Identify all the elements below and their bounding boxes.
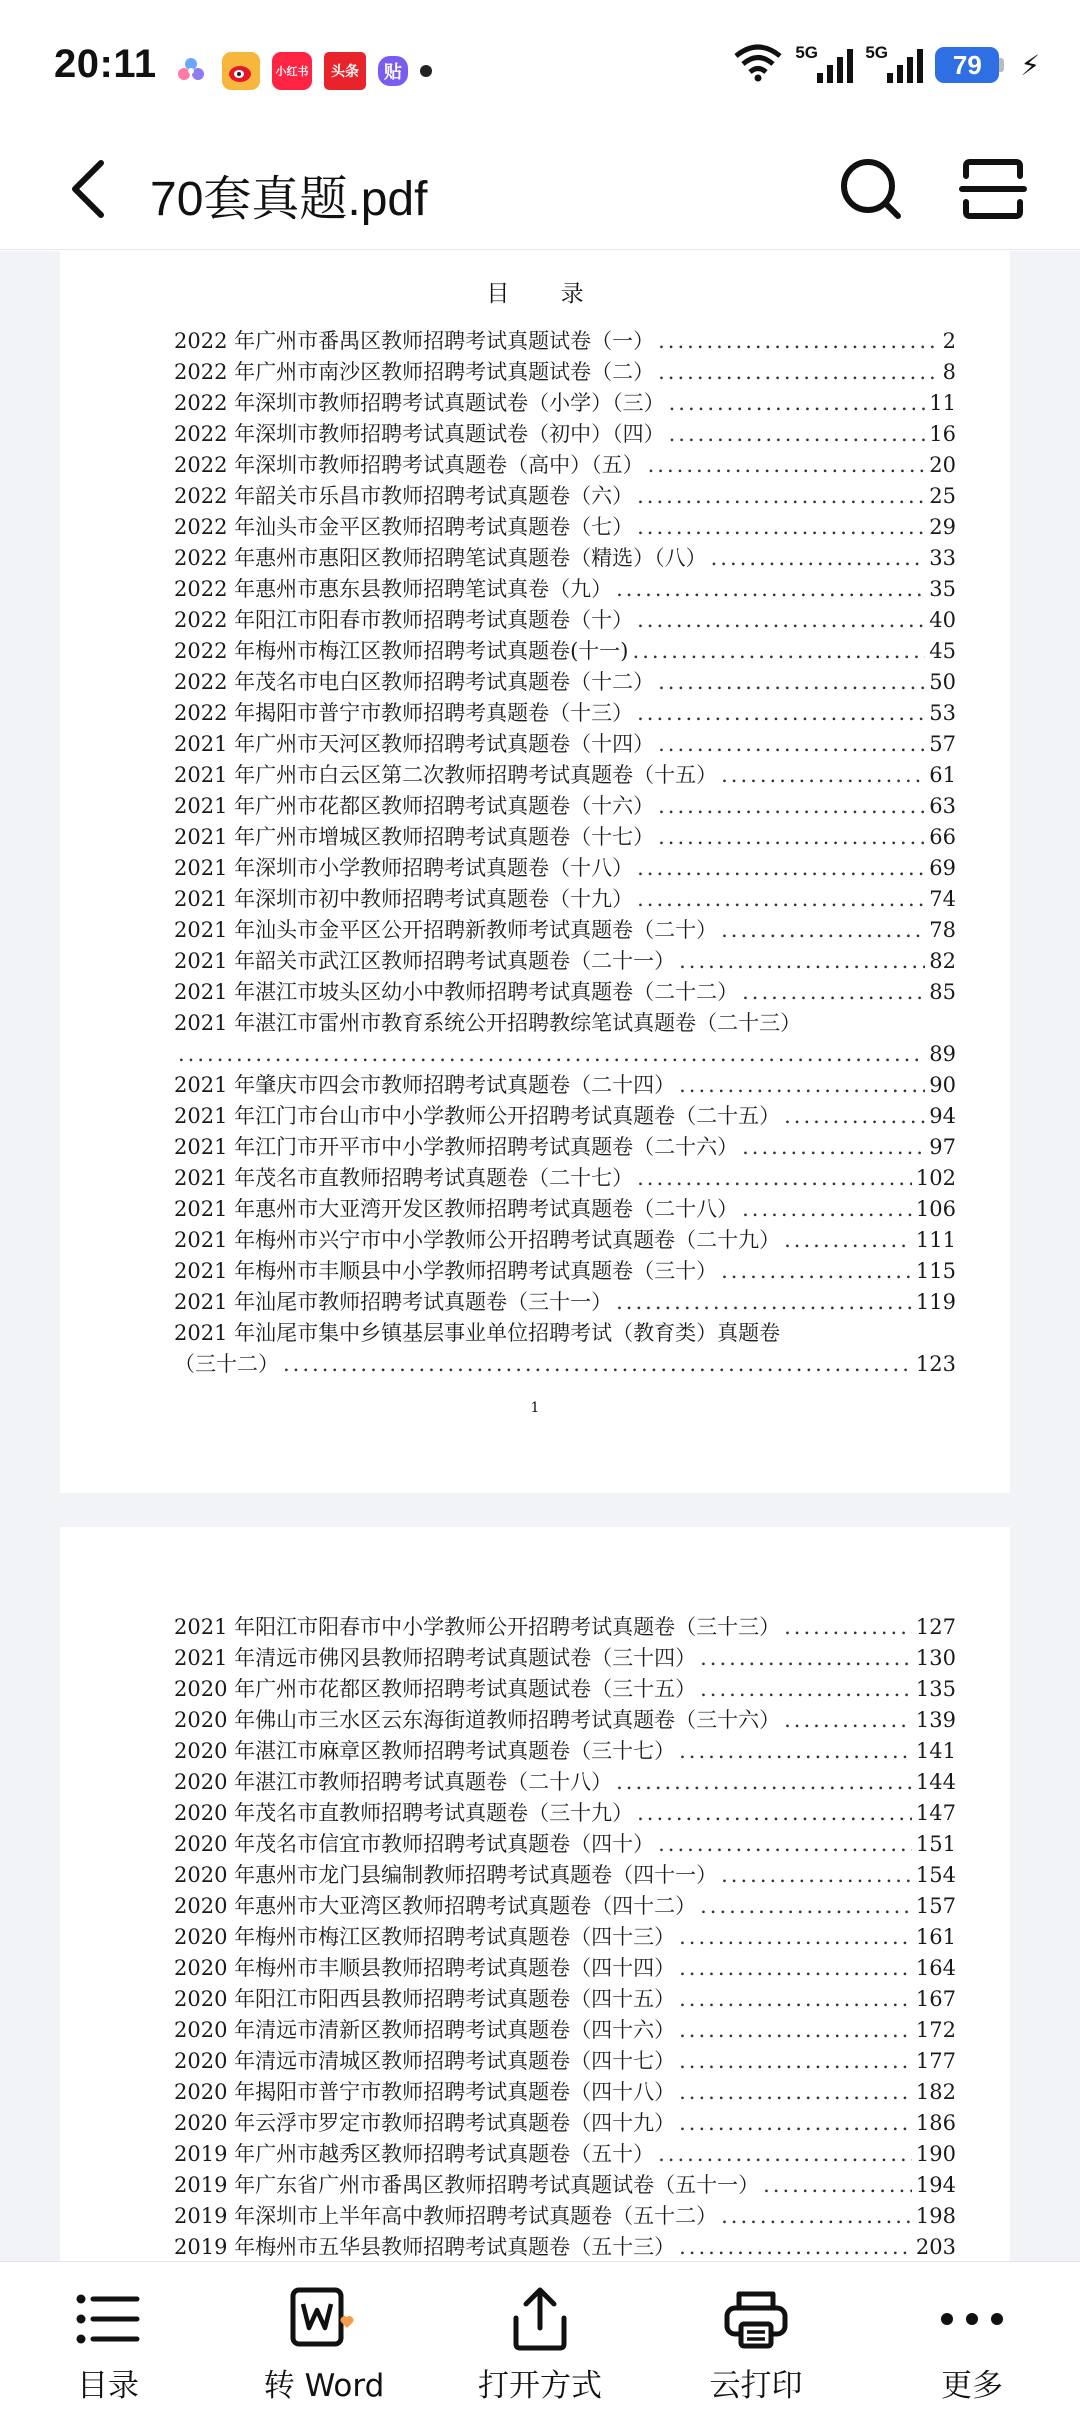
toc-dot-leader	[658, 669, 925, 695]
printer-icon	[721, 2284, 791, 2354]
toc-entry-title: 2021 年湛江市雷州市教育系统公开招聘教综笔试真题卷（二十三）	[174, 1011, 802, 1035]
toc-entry-page: 82	[929, 949, 956, 973]
toc-entry-title: 2022 年韶关市乐昌市教师招聘考试真题卷（六）	[174, 484, 634, 508]
toc-dot-leader	[658, 793, 925, 819]
toc-entry-page: 194	[915, 2173, 956, 2197]
toc-entry[interactable]	[174, 509, 956, 540]
toc-entry-page: 135	[915, 1677, 956, 1701]
toc-entry-title: 2019 年广东省广州市番禺区教师招聘考试真题试卷（五十一）	[174, 2173, 760, 2197]
toc-dot-leader	[658, 824, 925, 850]
toc-entry-title: 2020 年茂名市信宜市教师招聘考试真题卷（四十）	[174, 1832, 655, 1856]
cloud-print-button[interactable]	[656, 2262, 856, 2412]
toc-entry-title: 2022 年广州市南沙区教师招聘考试真题试卷（二）	[174, 360, 655, 384]
toc-entry-page: 89	[929, 1042, 956, 1066]
convert-word-icon	[289, 2284, 359, 2354]
toc-entry-title: 2022 年揭阳市普宁市教师招聘考真题卷（十三）	[174, 701, 634, 725]
toc-list-page-2	[174, 1609, 956, 2260]
toc-entry-title: 2021 年汕尾市教师招聘考试真题卷（三十一）	[174, 1290, 613, 1314]
toc-dot-leader	[616, 576, 925, 602]
toc-entry-page: 20	[929, 453, 956, 477]
cell-signal-2-icon	[865, 43, 923, 83]
more-label: 更多	[941, 2368, 1003, 2404]
toc-entry-page: 182	[915, 2080, 956, 2104]
toc-entry-page: 102	[915, 1166, 956, 1190]
toc-entry[interactable]	[174, 1036, 956, 1067]
toc-entry-title: 2021 年汕头市金平区公开招聘新教师考试真题卷（二十）	[174, 918, 718, 942]
toc-entry-page: 151	[915, 1832, 956, 1856]
toc-entry-page: 139	[915, 1708, 956, 1732]
toc-entry-title: 2020 年佛山市三水区云东海街道教师招聘考试真题卷（三十六）	[174, 1708, 781, 1732]
toc-dot-leader	[679, 1072, 925, 1098]
toc-entry[interactable]	[174, 726, 956, 757]
toc-entry-page: 115	[915, 1259, 956, 1283]
toc-dot-leader	[637, 886, 925, 912]
toc-dot-leader	[721, 762, 925, 788]
toc-dot-leader	[784, 1103, 925, 1129]
toc-dot-leader	[637, 514, 925, 540]
toc-dot-leader	[633, 638, 926, 664]
toc-dot-leader	[784, 1707, 912, 1733]
toc-dot-leader	[178, 1041, 925, 1067]
toc-entry-page: 74	[929, 887, 956, 911]
toc-entry[interactable]	[174, 416, 956, 447]
toc-entry-title: 2021 年深圳市初中教师招聘考试真题卷（十九）	[174, 887, 634, 911]
toc-entry[interactable]	[174, 1857, 956, 1888]
toc-entry[interactable]	[174, 1919, 956, 1950]
toc-entry[interactable]	[174, 757, 956, 788]
toc-entry-title: 2022 年深圳市教师招聘考试真题试卷（小学）（三）	[174, 391, 665, 415]
pdf-page-2	[60, 1527, 1010, 2261]
toc-dot-leader	[721, 1862, 912, 1888]
toc-entry-title: 2019 年深圳市上半年高中教师招聘考试真题卷（五十二）	[174, 2204, 718, 2228]
system-icons	[733, 44, 1040, 86]
toc-entry[interactable]	[174, 2167, 956, 2198]
toc-dot-leader	[637, 483, 925, 509]
toc-entry-page: 45	[929, 639, 956, 663]
toc-entry-page: 167	[915, 1987, 956, 2011]
toc-dot-leader	[669, 390, 926, 416]
toc-entry-page: 33	[929, 546, 956, 570]
toc-dot-leader	[637, 1165, 912, 1191]
toc-entry[interactable]	[174, 1160, 956, 1191]
toc-entry-page: 127	[915, 1615, 956, 1639]
toc-entry-title: 2021 年江门市开平市中小学教师招聘考试真题卷（二十六）	[174, 1135, 739, 1159]
toc-entry-title: 2020 年清远市清城区教师招聘考试真题卷（四十七）	[174, 2049, 676, 2073]
toc-dot-leader	[637, 1800, 912, 1826]
toc-dot-leader	[616, 1769, 912, 1795]
weibo-icon	[222, 52, 260, 90]
toc-entry-page: 119	[915, 1290, 956, 1314]
toc-entry-title: 2019 年广州市越秀区教师招聘考试真题卷（五十）	[174, 2142, 655, 2166]
toc-entry[interactable]	[174, 1129, 956, 1160]
toc-entry[interactable]	[174, 1733, 956, 1764]
toc-entry-title: 2021 年江门市台山市中小学教师公开招聘考试真题卷（二十五）	[174, 1104, 781, 1128]
toc-dot-leader	[679, 2048, 912, 2074]
open-with-label: 打开方式	[478, 2368, 602, 2404]
toc-entry-page: 11	[929, 391, 956, 415]
toc-entry-title: 2022 年汕头市金平区教师招聘考试真题卷（七）	[174, 515, 634, 539]
toc-entry-title: 2021 年湛江市坡头区幼小中教师招聘考试真题卷（二十二）	[174, 980, 739, 1004]
toc-entry[interactable]	[174, 695, 956, 726]
toc-entry[interactable]	[174, 1826, 956, 1857]
status-bar	[0, 0, 1080, 130]
toc-dot-leader	[648, 452, 926, 478]
cloud-print-label: 云打印	[709, 2368, 803, 2404]
toc-entry-title: 2020 年惠州市龙门县编制教师招聘考试真题卷（四十一）	[174, 1863, 718, 1887]
toc-dot-leader	[637, 607, 925, 633]
signal-2-label: 5G	[865, 43, 889, 62]
search-icon	[836, 154, 906, 224]
toc-entry[interactable]	[174, 1191, 956, 1222]
toc-entry-title: 2020 年阳江市阳西县教师招聘考试真题卷（四十五）	[174, 1987, 676, 2011]
toc-dot-leader	[679, 948, 925, 974]
toc-entry-title: 2022 年深圳市教师招聘考试真题卷（高中）（五）	[174, 453, 644, 477]
toc-list-page-1	[174, 323, 956, 1377]
toc-entry-page: 141	[915, 1739, 956, 1763]
toc-dot-leader	[784, 1227, 912, 1253]
toc-entry-page: 69	[929, 856, 956, 880]
toc-entry[interactable]	[174, 1981, 956, 2012]
toc-entry-page: 177	[915, 2049, 956, 2073]
toc-entry-page: 111	[915, 1228, 956, 1252]
toc-dot-leader	[679, 1986, 912, 2012]
toc-entry[interactable]	[174, 1702, 956, 1733]
toc-dot-leader	[658, 328, 939, 354]
toc-dot-leader	[658, 359, 939, 385]
toc-entry-title: 2022 年惠州市惠阳区教师招聘笔试真题卷（精选）（八）	[174, 546, 707, 570]
toc-entry-title: 2020 年湛江市教师招聘考试真题卷（二十八）	[174, 1770, 613, 1794]
more-button[interactable]	[872, 2262, 1072, 2412]
toc-entry[interactable]	[174, 2074, 956, 2105]
toc-dot-leader	[679, 2234, 912, 2260]
toc-entry[interactable]	[174, 1005, 956, 1036]
toc-entry[interactable]	[174, 2043, 956, 2074]
toc-entry[interactable]	[174, 912, 956, 943]
toc-dot-leader	[658, 2141, 912, 2167]
toc-entry-page: 66	[929, 825, 956, 849]
toc-entry-page: 97	[929, 1135, 956, 1159]
toc-entry-page: 190	[915, 2142, 956, 2166]
toc-entry-title: （三十二）	[174, 1352, 279, 1376]
toc-entry-page: 106	[915, 1197, 956, 1221]
toc-entry-title: 2022 年梅州市梅江区教师招聘考试真题卷(十一)	[174, 639, 629, 663]
toc-entry-title: 2021 年广州市天河区教师招聘考试真题卷（十四）	[174, 732, 655, 756]
toc-dot-leader	[669, 421, 926, 447]
toc-entry[interactable]	[174, 2105, 956, 2136]
toc-entry[interactable]	[174, 354, 956, 385]
toc-dot-leader	[721, 917, 925, 943]
back-arrow-icon	[67, 159, 111, 219]
toc-entry-title: 2021 年阳江市阳春市中小学教师公开招聘考试真题卷（三十三）	[174, 1615, 781, 1639]
toc-entry-page: 16	[929, 422, 956, 446]
toc-dot-leader	[721, 1258, 912, 1284]
toc-entry[interactable]	[174, 571, 956, 602]
toc-entry[interactable]	[174, 1284, 956, 1315]
toc-entry-title: 2020 年湛江市麻章区教师招聘考试真题卷（三十七）	[174, 1739, 676, 1763]
notification-icons	[172, 52, 432, 90]
toc-entry-page: 25	[929, 484, 956, 508]
toc-dot-leader	[711, 545, 926, 571]
toutiao-icon: 头条	[324, 52, 366, 90]
flower-icon	[172, 52, 210, 90]
xiaohongshu-icon: 小红书	[272, 52, 312, 90]
wifi-icon	[733, 44, 783, 86]
toc-entry[interactable]	[174, 1315, 956, 1346]
toc-entry-title: 2021 年广州市花都区教师招聘考试真题卷（十六）	[174, 794, 655, 818]
toc-entry-title: 2022 年阳江市阳春市教师招聘考试真题卷（十）	[174, 608, 634, 632]
more-icon	[937, 2284, 1007, 2354]
toc-entry-page: 50	[929, 670, 956, 694]
toc-entry[interactable]	[174, 1764, 956, 1795]
toc-entry-title: 2021 年汕尾市集中乡镇基层事业单位招聘考试（教育类）真题卷	[174, 1321, 781, 1345]
toc-entry-title: 2020 年广州市花都区教师招聘考试真题试卷（三十五）	[174, 1677, 697, 1701]
charging-icon: ⚡	[1020, 48, 1040, 82]
toc-dot-leader	[679, 1955, 912, 1981]
toc-dot-leader	[658, 1831, 912, 1857]
toc-dot-leader	[616, 1289, 912, 1315]
toc-dot-leader	[784, 1614, 912, 1640]
toc-entry-page: 63	[929, 794, 956, 818]
toc-entry-page: 157	[915, 1894, 956, 1918]
toc-entry-title: 2021 年惠州市大亚湾开发区教师招聘考试真题卷（二十八）	[174, 1197, 739, 1221]
toc-entry-title: 2020 年惠州市大亚湾区教师招聘考试真题卷（四十二）	[174, 1894, 697, 1918]
toc-dot-leader	[679, 2079, 912, 2105]
toc-entry-page: 130	[915, 1646, 956, 1670]
battery-icon	[935, 47, 1004, 83]
toc-entry-title: 2022 年广州市番禺区教师招聘考试真题试卷（一）	[174, 329, 655, 353]
toc-entry-title: 2020 年茂名市直教师招聘考试真题卷（三十九）	[174, 1801, 634, 1825]
toc-dot-leader	[283, 1351, 912, 1377]
toc-entry[interactable]	[174, 881, 956, 912]
toc-entry-title: 2021 年茂名市直教师招聘考试真题卷（二十七）	[174, 1166, 634, 1190]
toc-entry-page: 53	[929, 701, 956, 725]
toc-entry[interactable]	[174, 1067, 956, 1098]
toc-entry[interactable]	[174, 1098, 956, 1129]
toc-entry-title: 2020 年清远市清新区教师招聘考试真题卷（四十六）	[174, 2018, 676, 2042]
toc-entry-title: 2021 年广州市增城区教师招聘考试真题卷（十七）	[174, 825, 655, 849]
toc-entry[interactable]	[174, 974, 956, 1005]
toc-entry[interactable]	[174, 602, 956, 633]
toc-entry-page: 61	[929, 763, 956, 787]
toc-entry-page: 29	[929, 515, 956, 539]
toc-entry[interactable]	[174, 1950, 956, 1981]
toc-dot-leader	[721, 2203, 912, 2229]
toc-entry[interactable]	[174, 2136, 956, 2167]
toc-entry[interactable]	[174, 385, 956, 416]
toc-entry-page: 164	[915, 1956, 956, 1980]
toc-entry-page: 85	[929, 980, 956, 1004]
bottom-toolbar	[0, 2261, 1080, 2412]
toc-entry[interactable]	[174, 447, 956, 478]
toc-dot-leader	[679, 2017, 912, 2043]
toc-entry-title: 2020 年梅州市丰顺县教师招聘考试真题卷（四十四）	[174, 1956, 676, 1980]
toc-entry[interactable]	[174, 1671, 956, 1702]
toc-entry-page: 161	[915, 1925, 956, 1949]
toc-entry-page: 198	[915, 2204, 956, 2228]
toc-dot-leader	[679, 2110, 912, 2136]
toc-entry-page: 186	[915, 2111, 956, 2135]
toc-entry[interactable]	[174, 1609, 956, 1640]
toc-dot-leader	[679, 1738, 912, 1764]
toc-entry-title: 2021 年梅州市丰顺县中小学教师招聘考试真题卷（三十）	[174, 1259, 718, 1283]
toc-entry-title: 2021 年肇庆市四会市教师招聘考试真题卷（二十四）	[174, 1073, 676, 1097]
toc-entry[interactable]	[174, 1253, 956, 1284]
toc-entry-page: 123	[915, 1352, 956, 1376]
toc-entry-page: 144	[915, 1770, 956, 1794]
toc-dot-leader	[742, 979, 925, 1005]
toc-entry[interactable]	[174, 1222, 956, 1253]
page-number: 1	[530, 1400, 540, 1416]
search-button[interactable]	[836, 154, 906, 224]
toc-entry-page: 154	[915, 1863, 956, 1887]
cell-signal-1-icon	[795, 43, 853, 83]
fullscreen-button[interactable]	[958, 154, 1028, 224]
toc-entry-page: 57	[929, 732, 956, 756]
document-title: 70套真题.pdf	[150, 173, 428, 226]
toc-button-label: 目录	[77, 2368, 139, 2404]
toc-entry-title: 2022 年惠州市惠东县教师招聘笔试真卷（九）	[174, 577, 613, 601]
toc-entry[interactable]	[174, 633, 956, 664]
toc-entry-title: 2021 年清远市佛冈县教师招聘考试真题试卷（三十四）	[174, 1646, 697, 1670]
toc-entry[interactable]	[174, 1346, 956, 1377]
toc-entry-page: 203	[915, 2235, 956, 2259]
toc-entry-page: 40	[929, 608, 956, 632]
toc-entry[interactable]	[174, 2198, 956, 2229]
toc-dot-leader	[700, 1893, 912, 1919]
toc-entry-title: 2022 年深圳市教师招聘考试真题试卷（初中）（四）	[174, 422, 665, 446]
toc-entry[interactable]	[174, 943, 956, 974]
toc-entry-page: 147	[915, 1801, 956, 1825]
toc-entry-title: 2021 年梅州市兴宁市中小学教师公开招聘考试真题卷（二十九）	[174, 1228, 781, 1252]
toc-entry[interactable]	[174, 2229, 956, 2260]
toc-entry-title: 2022 年茂名市电白区教师招聘考试真题卷（十二）	[174, 670, 655, 694]
list-icon	[73, 2284, 143, 2354]
share-icon	[505, 2284, 575, 2354]
pdf-viewer[interactable]	[0, 251, 1080, 2261]
toc-entry-page: 78	[929, 918, 956, 942]
toc-entry[interactable]	[174, 540, 956, 571]
toc-entry[interactable]	[174, 1795, 956, 1826]
toc-button[interactable]	[8, 2262, 208, 2412]
toc-dot-leader	[742, 1134, 925, 1160]
battery-level: 79	[935, 47, 999, 83]
toc-entry-page: 35	[929, 577, 956, 601]
toc-entry-title: 2020 年揭阳市普宁市教师招聘考试真题卷（四十八）	[174, 2080, 676, 2104]
back-button[interactable]	[56, 156, 122, 222]
toc-entry[interactable]	[174, 2012, 956, 2043]
tieba-icon: 贴	[378, 56, 408, 86]
toc-dot-leader	[763, 2172, 912, 2198]
toc-dot-leader	[637, 855, 925, 881]
app-bar	[0, 130, 1080, 250]
toc-entry-title: 2020 年梅州市梅江区教师招聘考试真题卷（四十三）	[174, 1925, 676, 1949]
toc-entry[interactable]	[174, 819, 956, 850]
toc-entry[interactable]	[174, 1888, 956, 1919]
open-with-button[interactable]	[440, 2262, 640, 2412]
dot-icon	[420, 65, 432, 77]
toc-entry-page: 94	[929, 1104, 956, 1128]
toc-entry-title: 2019 年梅州市五华县教师招聘考试真题卷（五十三）	[174, 2235, 676, 2259]
toc-entry-title: 2021 年韶关市武江区教师招聘考试真题卷（二十一）	[174, 949, 676, 973]
toc-dot-leader	[679, 1924, 912, 1950]
toc-entry[interactable]	[174, 664, 956, 695]
toc-dot-leader	[742, 1196, 912, 1222]
toc-dot-leader	[637, 700, 925, 726]
toc-entry-page: 8	[942, 360, 956, 384]
toc-dot-leader	[700, 1676, 912, 1702]
toc-entry[interactable]	[174, 1640, 956, 1671]
toc-dot-leader	[658, 731, 925, 757]
status-time: 20:11	[54, 42, 157, 86]
convert-word-label: 转 Word	[263, 2368, 385, 2404]
toc-entry-title: 2020 年云浮市罗定市教师招聘考试真题卷（四十九）	[174, 2111, 676, 2135]
toc-entry-page: 90	[929, 1073, 956, 1097]
signal-1-label: 5G	[795, 43, 819, 62]
toc-entry-title: 2021 年深圳市小学教师招聘考试真题卷（十八）	[174, 856, 634, 880]
toc-entry-title: 2021 年广州市白云区第二次教师招聘考试真题卷（十五）	[174, 763, 718, 787]
toc-heading: 目 录	[486, 281, 606, 307]
pdf-page-1	[60, 251, 1010, 1493]
convert-word-button[interactable]	[224, 2262, 424, 2412]
toc-entry[interactable]	[174, 788, 956, 819]
toc-entry[interactable]	[174, 478, 956, 509]
toc-dot-leader	[700, 1645, 912, 1671]
toc-entry-page: 2	[942, 329, 956, 353]
toc-entry-page: 172	[915, 2018, 956, 2042]
toc-entry[interactable]	[174, 850, 956, 881]
scan-icon	[958, 154, 1028, 224]
toc-entry[interactable]	[174, 323, 956, 354]
